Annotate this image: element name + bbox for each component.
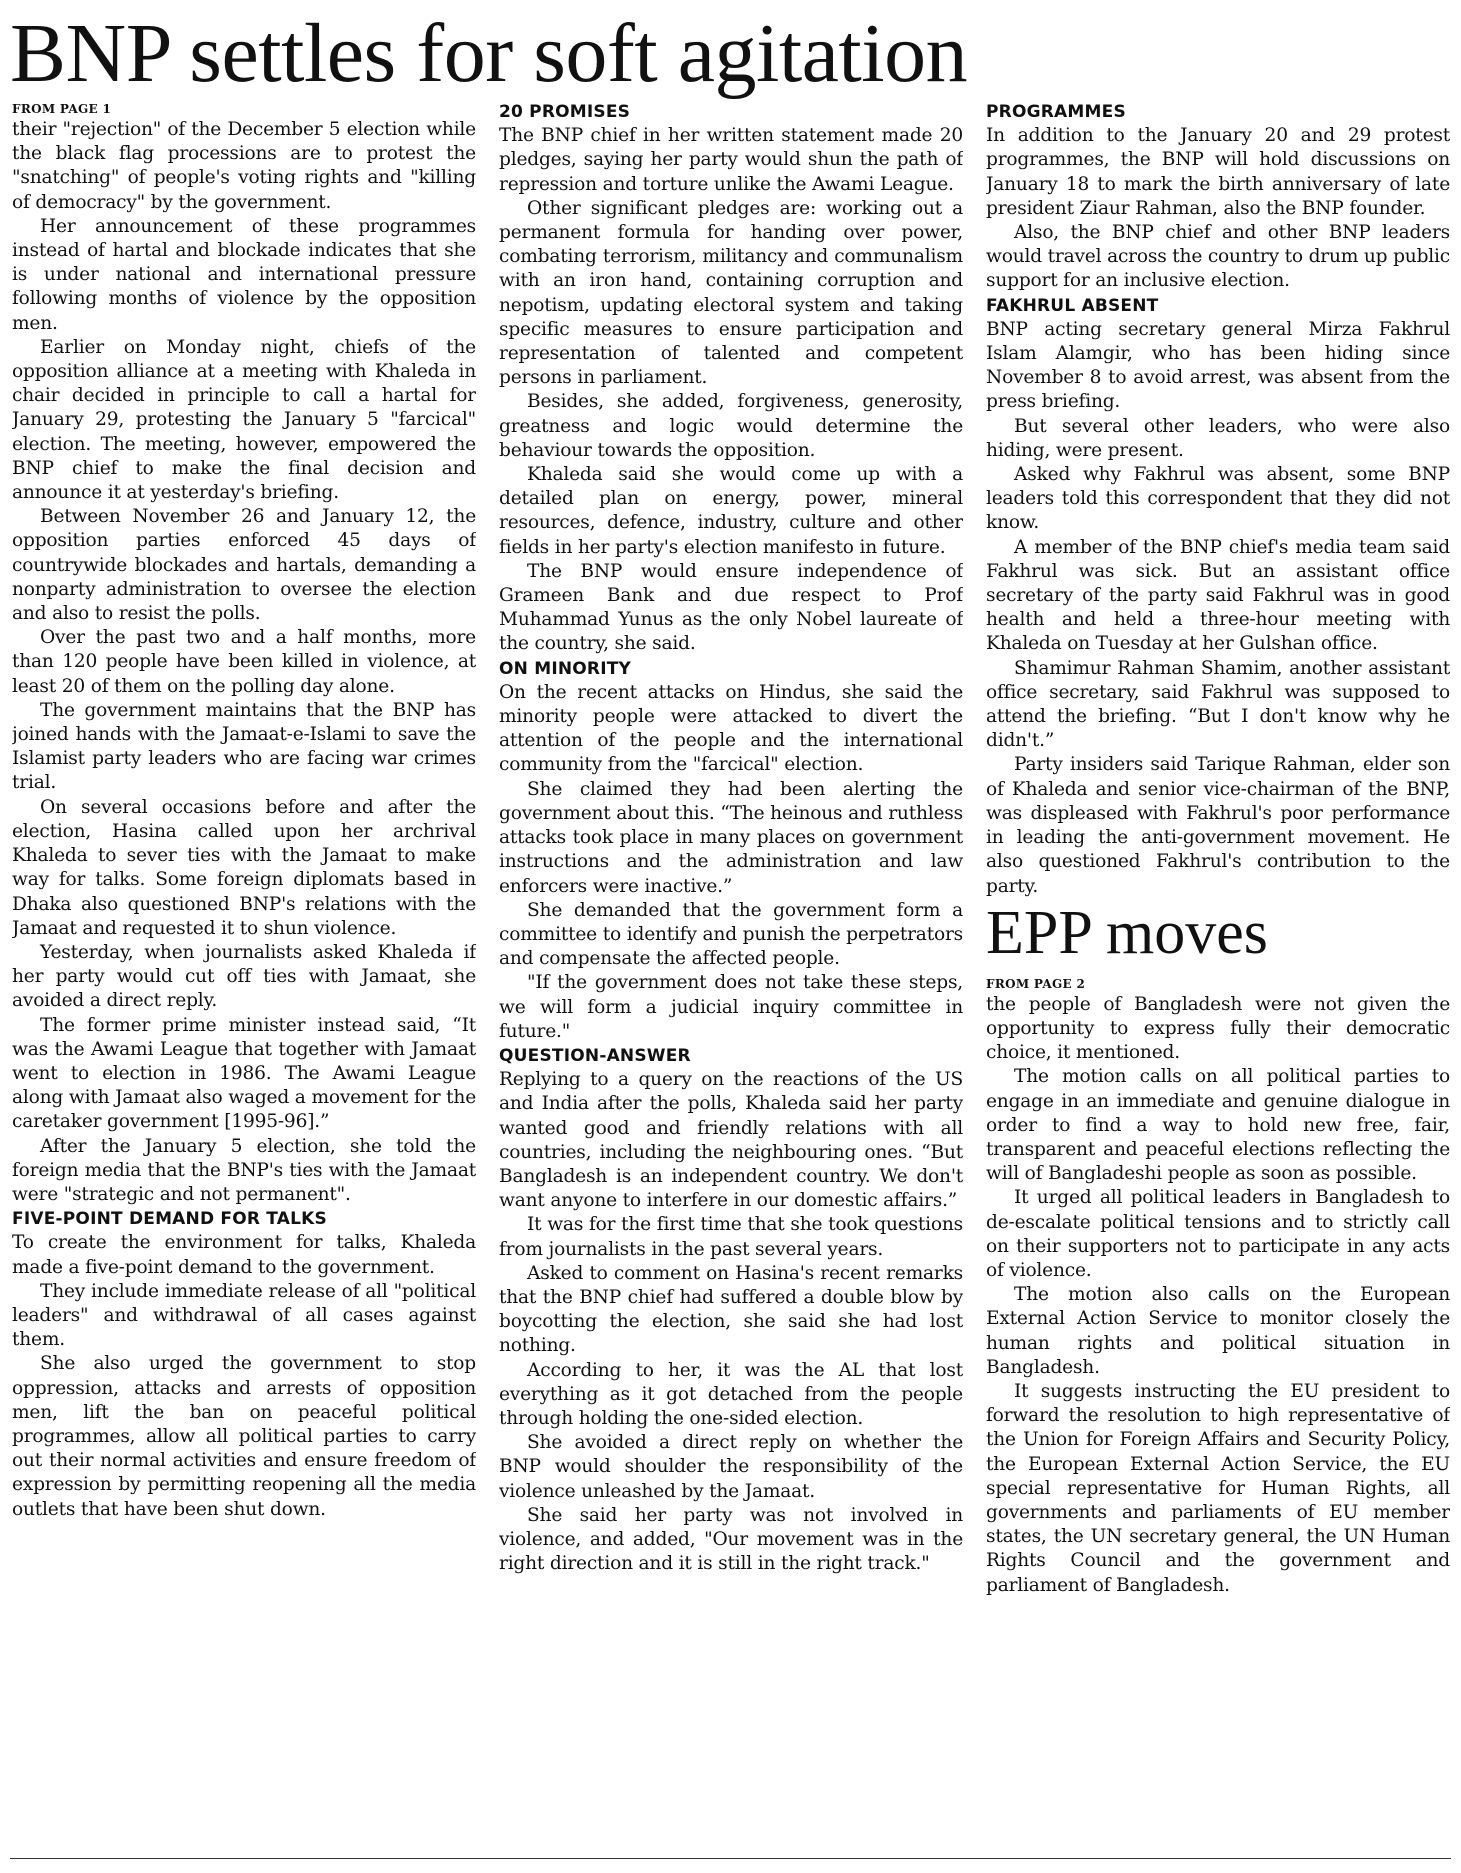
paragraph: The BNP chief in her written statement made 20 pledges, saying her party would shun the path of repression and torture unlike the Awami League. (499, 125, 963, 195)
paragraph: In addition to the January 20 and 29 protest programmes, the BNP will hold discussions on January 18 to mark the birth anniversary of late president Ziaur Rahman, also the BNP founder. (986, 125, 1450, 219)
paragraph: The BNP would ensure independence of Grameen Bank and due respect to Prof Muhammad Yunus as the only Nobel laureate of the country, she said. (499, 560, 963, 655)
paragraph: On several occasions before and after the election, Hasina called upon her archrival Khaleda to sever ties with the Jamaat to make way for talks. Some foreign diplomats based in Dhaka also questioned BNP's relations with the Jamaat and requested it to shun violence. (12, 796, 476, 939)
section-heading: FAKHRUL ABSENT (986, 295, 1159, 316)
paragraph: She also urged the government to stop oppression, attacks and arrests of opposition men, lift the ban on peaceful political programmes, allow all political parties to carry out their normal activities and ensure freedom of expression by permitting reopening all the media outlets that have been shut down. (12, 1353, 476, 1520)
paragraph: Earlier on Monday night, chiefs of the opposition alliance at a meeting with Khaleda in chair decided in principle to call a hartal for January 29, protesting the January 5 "farcical" election. The meeting, however, empowered the BNP chief to make the final decision and announce it at yesterday's briefing. (12, 336, 476, 504)
column-2 (499, 100, 963, 1860)
paragraph: The former prime minister instead said, “It was the Awami League that together with Jamaat went to election in 1986. The Awami League along with Jamaat also waged a movement for the caretaker government [1995-96].” (12, 1014, 476, 1133)
paragraph: Shamimur Rahman Shamim, another assistant office secretary, said Fakhrul was supposed to attend the briefing. “But I don't know why he didn't.” (986, 657, 1450, 752)
paragraph: Yesterday, when journalists asked Khaleda if her party would cut off ties with Jamaat, she avoided a direct reply. (12, 941, 476, 1012)
headline: BNP settles for soft agitation (10, 7, 968, 100)
paragraph: The motion calls on all political parties to engage in an immediate and genuine dialogue in order to find a way to hold new free, fair, transparent and peaceful elections reflecting the will of Bangladeshi people as soon as possible. (986, 1066, 1450, 1185)
paragraph: On the recent attacks on Hindus, she said the minority people were attacked to divert the attention of the people and the international community from the "farcical" election. (499, 681, 963, 776)
epp-headline: EPP moves (986, 898, 1268, 967)
paragraph: She avoided a direct reply on whether the BNP would shoulder the responsibility of the violence unleashed by the Jamaat. (499, 1432, 963, 1502)
from-page-label: FROM PAGE 1 (12, 102, 112, 116)
section-heading: QUESTION-ANSWER (499, 1045, 691, 1066)
column-1 (12, 100, 476, 1860)
paragraph: But several other leaders, who were also hiding, were present. (986, 415, 1450, 461)
paragraph: Asked to comment on Hasina's recent remarks that the BNP chief had suffered a double blow by boycotting the election, she said she had lost nothing. (499, 1262, 963, 1357)
paragraph: The motion also calls on the European External Action Service to monitor closely the human rights and political situation in Bangladesh. (986, 1284, 1450, 1378)
paragraph: They include immediate release of all "political leaders" and withdrawal of all cases against them. (12, 1280, 476, 1351)
paragraph: To create the environment for talks, Khaleda made a five-point demand to the government. (12, 1232, 476, 1278)
paragraph: Replying to a query on the reactions of the US and India after the polls, Khaleda said her party wanted good and friendly relations with all countries, including the neighbouring ones. “But Bangladesh is an independent country. We don't want anyone to interfere in our domestic affairs.” (499, 1069, 963, 1212)
section-heading: 20 PROMISES (499, 102, 631, 122)
paragraph: BNP acting secretary general Mirza Fakhrul Islam Alamgir, who has been hiding since November 8 to avoid arrest, was absent from the press briefing. (986, 318, 1450, 413)
column-3 (986, 100, 1450, 1860)
section-heading: PROGRAMMES (986, 102, 1126, 122)
paragraph: Besides, she added, forgiveness, generosity, greatness and logic would determine the behaviour towards the opposition. (499, 391, 963, 461)
paragraph: Over the past two and a half months, more than 120 people have been killed in violence, at least 20 of them on the polling day alone. (12, 627, 476, 697)
from-page-label: FROM PAGE 2 (986, 976, 1086, 991)
paragraph: She said her party was not involved in violence, and added, "Our movement was in the right direction and it is still in the right track." (499, 1504, 963, 1575)
paragraph: Between November 26 and January 12, the opposition parties enforced 45 days of countrywide blockades and hartals, demanding a nonparty administration to oversee the election and also to resist the polls. (12, 506, 476, 625)
paragraph: It was for the first time that she took questions from journalists in the past several years. (499, 1214, 963, 1260)
paragraph: Asked why Fakhrul was absent, some BNP leaders told this correspondent that they did not know. (986, 464, 1450, 534)
paragraph: She demanded that the government form a committee to identify and punish the perpetrators and compensate the affected people. (499, 899, 963, 970)
paragraph: It urged all political leaders in Bangladesh to de-escalate political tensions and to strictly call on their supporters not to participate in any acts of violence. (986, 1187, 1450, 1281)
paragraph: their "rejection" of the December 5 election while the black flag processions are to protest the "snatching" of people's voting rights and "killing of democracy" by the government. (12, 119, 476, 213)
paragraph: Her announcement of these programmes instead of hartal and blockade indicates that she is under national and international pressure following months of violence by the opposition men. (12, 215, 476, 334)
paragraph: Khaleda said she would come up with a detailed plan on energy, power, mineral resources, defence, industry, culture and other fields in her party's election manifesto in future. (499, 464, 963, 558)
paragraph: "If the government does not take these steps, we will form a judicial inquiry committee in future." (499, 972, 963, 1042)
paragraph: the people of Bangladesh were not given the opportunity to express fully their democratic choice, it mentioned. (986, 993, 1450, 1064)
paragraph: After the January 5 election, she told the foreign media that the BNP's ties with the Jamaat were "strategic and not permanent". (12, 1135, 476, 1205)
paragraph: Other significant pledges are: working out a permanent formula for handing over power, combating terrorism, militancy and communalism with an iron hand, containing corruption and nepotism, updating electoral system and taking specific measures to ensure participation and representation of talented and competent persons in parliament. (499, 197, 963, 389)
section-heading: FIVE-POINT DEMAND FOR TALKS (12, 1209, 327, 1230)
paragraph: Also, the BNP chief and other BNP leaders would travel across the country to drum up public support for an inclusive election. (986, 222, 1450, 292)
paragraph: According to her, it was the AL that lost everything as it got detached from the people through holding the one-sided election. (499, 1359, 963, 1429)
section-heading: ON MINORITY (499, 658, 632, 679)
paragraph: The government maintains that the BNP has joined hands with the Jamaat-e-Islami to save the Islamist party leaders who are facing war crimes trial. (12, 699, 476, 794)
paragraph: It suggests instructing the EU president to forward the resolution to high representative of the Union for Foreign Affairs and Security Policy, the European External Action Service, the EU special representative for Human Rights, all governments and parliaments of EU member states, the UN secretary general, the UN Human Rights Council and the government and parliament of Bangladesh. (986, 1380, 1450, 1596)
bottom-rule (10, 1858, 1451, 1859)
paragraph: Party insiders said Tarique Rahman, elder son of Khaleda and senior vice-chairman of the BNP, was displeased with Fakhrul's poor performance in leading the anti-government movement. He also questioned Fakhrul's contribution to the party. (986, 754, 1450, 897)
paragraph: She claimed they had been alerting the government about this. “The heinous and ruthless attacks took place in many places on government instructions and the administration and law enforcers were inactive.” (499, 778, 963, 897)
paragraph: A member of the BNP chief's media team said Fakhrul was sick. But an assistant office secretary of the party said Fakhrul was in good health and held a three-hour meeting with Khaleda on Tuesday at her Gulshan office. (986, 536, 1450, 655)
